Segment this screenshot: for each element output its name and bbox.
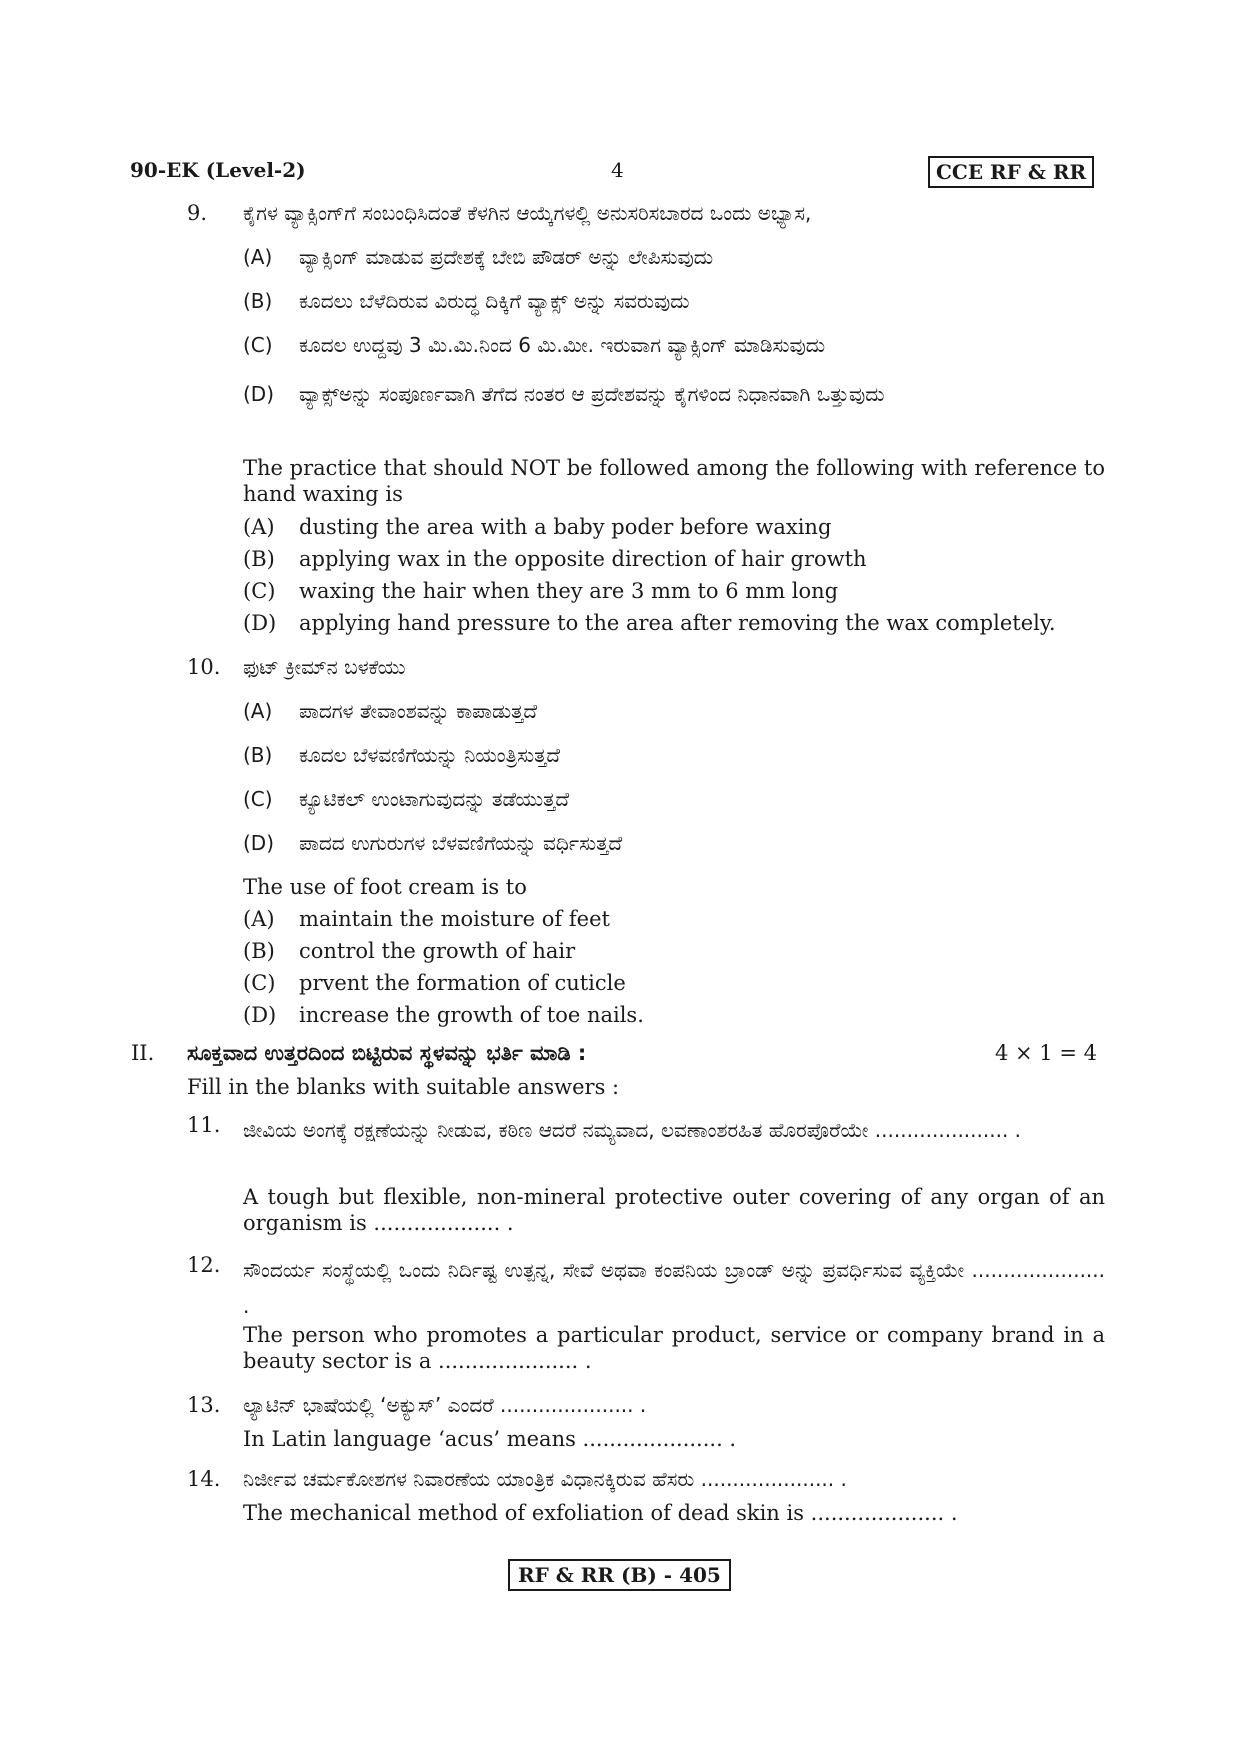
question-text-english: In Latin language ‘acus’ means ..................... . bbox=[243, 1427, 737, 1451]
option-text: increase the growth of toe nails. bbox=[299, 1003, 644, 1027]
question-number: 14. bbox=[187, 1467, 221, 1491]
question-number: 9. bbox=[187, 201, 208, 225]
question-text-english: The mechanical method of exfoliation of dead skin is .................... . bbox=[243, 1501, 958, 1525]
option-text: control the growth of hair bbox=[299, 939, 576, 963]
option-text: ಪಾದದ ಉಗುರುಗಳ ಬೆಳವಣಿಗೆಯನ್ನು ವರ್ಧಿಸುತ್ತದೆ bbox=[299, 831, 623, 855]
option-label: (D) bbox=[243, 611, 277, 635]
option-label: (B) bbox=[243, 743, 273, 767]
page-number: 4 bbox=[611, 158, 624, 182]
question-text-kannada: ಜೀವಿಯ ಅಂಗಕ್ಕೆ ರಕ್ಷಣೆಯನ್ನು ನೀಡುವ, ಕಠಿಣ ಆದರೆ ನಮ್ಯವಾದ, ಲವಣಾಂಶರಹಿತ ಹೊರಪೊರೆಯೇ ..................... . bbox=[243, 1118, 1022, 1142]
option-label: (C) bbox=[243, 787, 273, 811]
option-text: ಕೂದಲು ಬೆಳೆದಿರುವ ವಿರುದ್ಧ ದಿಕ್ಕಿಗೆ ವ್ಯಾಕ್ಸ್ ಅನ್ನು ಸವರುವುದು bbox=[299, 289, 690, 313]
question-text-kannada: ನಿರ್ಜೀವ ಚರ್ಮಕೋಶಗಳ ನಿವಾರಣೆಯ ಯಾಂತ್ರಿಕ ವಿಧಾನಕ್ಕಿರುವ ಹೆಸರು ..................... . bbox=[243, 1467, 847, 1491]
footer-code: RF & RR (B) - 405 bbox=[508, 1559, 731, 1591]
option-label: (B) bbox=[243, 289, 273, 313]
option-label: (A) bbox=[243, 907, 275, 931]
question-number: 13. bbox=[187, 1393, 221, 1417]
option-text: ಕೂದಲ ಉದ್ದವು 3 ಮಿ.ಮಿ.ನಿಂದ 6 ಮಿ.ಮೀ. ಇರುವಾಗ ವ್ಯಾಕ್ಸಿಂಗ್ ಮಾಡಿಸುವುದು bbox=[299, 333, 826, 357]
question-text-english: A tough but flexible, non-mineral protective outer covering of any organ of an organism is ................... . bbox=[243, 1185, 1105, 1235]
option-label: (A) bbox=[243, 515, 275, 539]
option-label: (A) bbox=[243, 245, 273, 269]
question-text-english: The person who promotes a particular product, service or company brand in a beauty sector is a ..................... . bbox=[243, 1323, 1105, 1373]
option-text: ವ್ಯಾಕ್ಸಿಂಗ್ ಮಾಡುವ ಪ್ರದೇಶಕ್ಕೆ ಬೇಬಿ ಪೌಡರ್ ಅನ್ನು ಲೇಪಿಸುವುದು bbox=[299, 245, 714, 269]
question-text-kannada: ಲ್ಯಾಟಿನ್ ಭಾಷೆಯಲ್ಲಿ ‘ಅಕ್ಯುಸ್’ ಎಂದರೆ ..................... . bbox=[243, 1393, 647, 1417]
option-text: ಕೂದಲ ಬೆಳವಣಿಗೆಯನ್ನು ನಿಯಂತ್ರಿಸುತ್ತದೆ bbox=[299, 743, 561, 767]
option-text: applying wax in the opposite direction of hair growth bbox=[299, 547, 867, 571]
option-label: (A) bbox=[243, 699, 273, 723]
section-marks: 4 × 1 = 4 bbox=[995, 1041, 1097, 1065]
option-text: ಕ್ಯೂಟಿಕಲ್ ಉಂಟಾಗುವುದನ್ನು ತಡೆಯುತ್ತದೆ bbox=[299, 787, 570, 811]
paper-code: 90-EK (Level-2) bbox=[130, 158, 306, 182]
option-text: maintain the moisture of feet bbox=[299, 907, 610, 931]
option-label: (C) bbox=[243, 333, 273, 357]
section-heading-english: Fill in the blanks with suitable answers : bbox=[187, 1075, 620, 1099]
option-text: dusting the area with a baby poder before waxing bbox=[299, 515, 832, 539]
question-stem-kannada: ಫುಟ್ ಕ್ರೀಮ್‌ನ ಬಳಕೆಯು bbox=[243, 655, 406, 679]
section-number: II. bbox=[131, 1041, 155, 1065]
option-text: ಪಾದಗಳ ತೇವಾಂಶವನ್ನು ಕಾಪಾಡುತ್ತದೆ bbox=[299, 699, 538, 723]
question-number: 12. bbox=[187, 1253, 221, 1277]
option-text: waxing the hair when they are 3 mm to 6 mm long bbox=[299, 579, 839, 603]
question-text-kannada: ಸೌಂದರ್ಯ ಸಂಸ್ಥೆಯಲ್ಲಿ ಒಂದು ನಿರ್ದಿಷ್ಟ ಉತ್ಪನ್ನ, ಸೇವೆ ಅಥವಾ ಕಂಪನಿಯ ಬ್ರಾಂಡ್ ಅನ್ನು ಪ್ರವರ್ಧಿಸುವ ವ್ಯಕ್ತಿಯೇ ..................... . bbox=[243, 1258, 1105, 1318]
option-text: applying hand pressure to the area after removing the wax completely. bbox=[299, 611, 1056, 635]
option-label: (C) bbox=[243, 971, 276, 995]
question-number: 10. bbox=[187, 655, 221, 679]
option-text: ವ್ಯಾಕ್ಸ್‌ಅನ್ನು ಸಂಪೂರ್ಣವಾಗಿ ತೆಗೆದ ನಂತರ ಆ ಪ್ರದೇಶವನ್ನು ಕೈಗಳಿಂದ ನಿಧಾನವಾಗಿ ಒತ್ತುವುದು bbox=[299, 382, 885, 406]
option-label: (D) bbox=[243, 1003, 277, 1027]
option-label: (D) bbox=[243, 831, 275, 855]
option-label: (D) bbox=[243, 382, 275, 406]
question-stem-english: The practice that should NOT be followed among the following with reference to hand waxing is bbox=[243, 456, 1105, 506]
question-number: 11. bbox=[187, 1113, 221, 1137]
option-label: (B) bbox=[243, 939, 275, 963]
question-stem-english: The use of foot cream is to bbox=[243, 875, 527, 899]
exam-badge: CCE RF & RR bbox=[928, 156, 1094, 188]
section-heading-kannada: ಸೂಕ್ತವಾದ ಉತ್ತರದಿಂದ ಬಿಟ್ಟಿರುವ ಸ್ಥಳವನ್ನು ಭರ್ತಿ ಮಾಡಿ : bbox=[187, 1041, 587, 1065]
option-label: (C) bbox=[243, 579, 276, 603]
question-stem-kannada: ಕೈಗಳ ವ್ಯಾಕ್ಸಿಂಗ್‌ಗೆ ಸಂಬಂಧಿಸಿದಂತೆ ಕೆಳಗಿನ ಆಯ್ಕೆಗಳಲ್ಲಿ ಅನುಸರಿಸಬಾರದ ಒಂದು ಅಭ್ಯಾಸ, bbox=[243, 201, 812, 225]
option-text: prvent the formation of cuticle bbox=[299, 971, 626, 995]
option-label: (B) bbox=[243, 547, 275, 571]
